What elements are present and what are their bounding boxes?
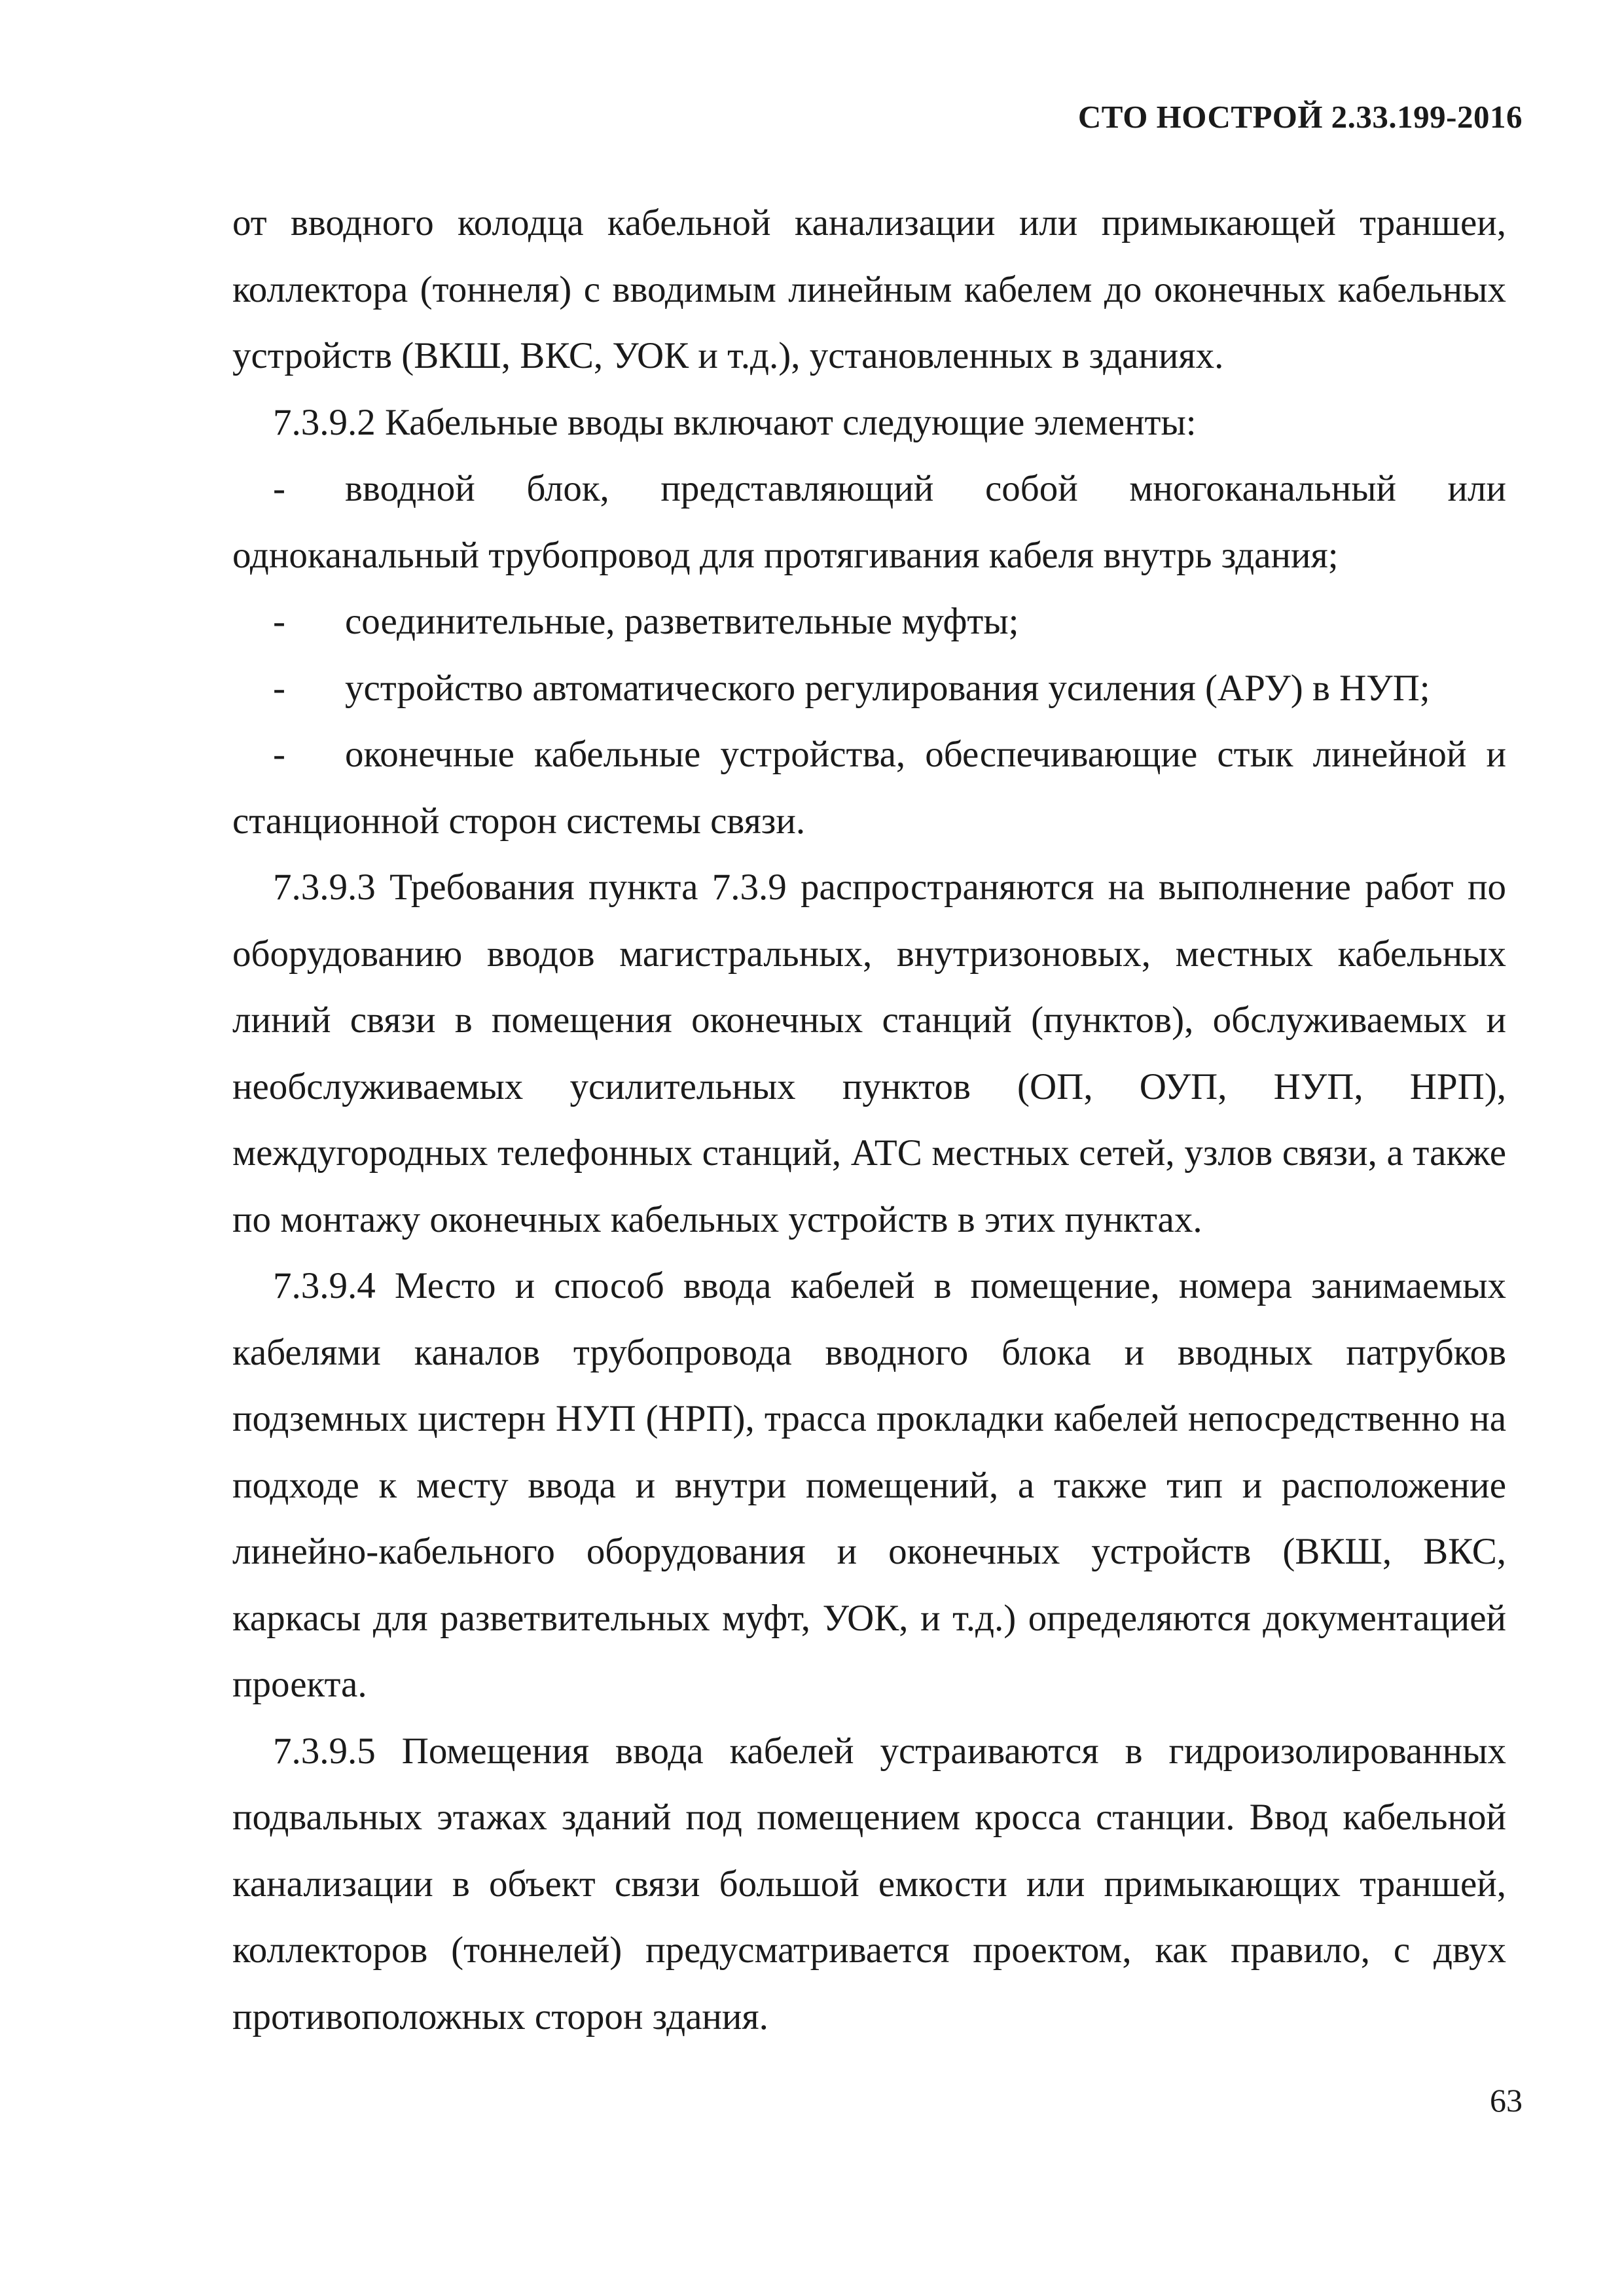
paragraph-7-3-9-3: 7.3.9.3 Требования пункта 7.3.9 распространяются на выполнение работ по оборудованию вводов магистральных, внутризоновых, местных кабельных линий связи в помещения оконечных станций (пунктов), обслуживаемых и необслуживаемых усилительных пунктов (ОП, ОУП, НУП, НРП), междугородных телефонных станций, АТС местных сетей, узлов связи, а также по монтажу оконечных кабельных устройств в этих пунктах.	[232, 867, 1506, 1240]
paragraph-7-3-9-5: 7.3.9.5 Помещения ввода кабелей устраиваются в гидроизолированных подвальных этажах зданий под помещением кросса станции. Ввод кабельной канализации в объект связи большой емкости или примыкающих траншей, коллекторов (тоннелей) предусматривается проектом, как правило, с двух противоположных сторон здания.	[232, 1730, 1506, 2037]
list-item-text: оконечные кабельные устройства, обеспечивающие стык линейной и станционной сторон системы связи.	[232, 734, 1506, 842]
paragraph-7-3-9-4: 7.3.9.4 Место и способ ввода кабелей в помещение, номера занимаемых кабелями каналов трубопровода вводного блока и вводных патрубков подземных цистерн НУП (НРП), трасса прокладки кабелей непосредственно на подходе к месту ввода и внутри помещений, а также тип и расположение линейно-кабельного оборудования и оконечных устройств (ВКШ, ВКС, каркасы для разветвительных муфт, УОК, и т.д.) определяются документацией проекта.	[232, 1265, 1506, 1705]
document-code-header: СТО НОСТРОЙ 2.33.199-2016	[1077, 99, 1523, 135]
list-bullet: -	[273, 601, 285, 642]
paragraph-7-3-9-2: 7.3.9.2 Кабельные вводы включают следующие элементы:	[273, 401, 1197, 443]
list-item	[232, 721, 1506, 854]
list-item-text: устройство автоматического регулирования усиления (АРУ) в НУП;	[345, 667, 1430, 709]
page-body	[232, 190, 1506, 2050]
list-bullet: -	[273, 468, 285, 509]
list-item-text: соединительные, разветвительные муфты;	[345, 601, 1019, 642]
list-item	[232, 588, 1506, 655]
list-bullet: -	[273, 667, 285, 709]
list-item	[232, 456, 1506, 588]
list-item	[232, 655, 1506, 722]
list-item-text: вводной блок, представляющий собой многоканальный или одноканальный трубопровод для протягивания кабеля внутрь здания;	[232, 468, 1506, 576]
paragraph-continuation: от вводного колодца кабельной канализации или примыкающей траншеи, коллектора (тоннеля) с вводимым линейным кабелем до оконечных кабельных устройств (ВКШ, ВКС, УОК и т.д.), установленных в зданиях.	[232, 202, 1506, 376]
list-bullet: -	[273, 734, 285, 775]
page-number: 63	[1490, 2082, 1523, 2119]
